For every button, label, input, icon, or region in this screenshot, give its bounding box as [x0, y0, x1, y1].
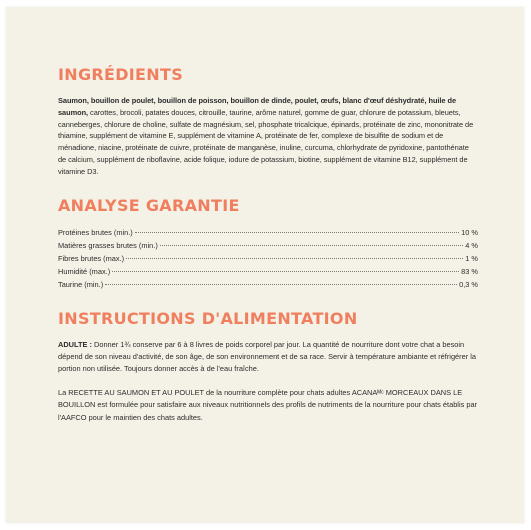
analysis-row [58, 226, 478, 239]
analysis-label: Humidité (max.) [58, 266, 111, 276]
analysis-row [58, 265, 478, 278]
adult-label: ADULTE : [58, 339, 92, 349]
analysis-row [58, 252, 478, 265]
analysis-table [58, 226, 478, 291]
analysis-label: Matières grasses brutes (min.) [58, 240, 158, 250]
ingredients-bold-text: Saumon, bouillon de poulet, bouillon de poisson, bouillon de dinde, poulet, œufs, blanc d'œuf déshydraté, huile de saumon, [58, 96, 457, 117]
dot-leader [160, 245, 463, 246]
dot-leader [105, 284, 457, 285]
content [58, 65, 478, 424]
ingredients-heading: INGRÉDIENTS [58, 65, 184, 84]
analysis-row [58, 278, 478, 291]
dot-leader [126, 258, 463, 259]
adult-text: Donner 1¾ conserve par 6 à 8 livres de poids corporel par jour. La quantité de nourriture dont votre chat a besoin dépend de son niveau d'activité, de son âge, de son environnement et de sa race. Servir à température ambiante et réfrigérer la portion non utilisée. Toujours donner accès à de l'eau fraîche. [58, 339, 477, 374]
feeding-heading: INSTRUCTIONS D'ALIMENTATION [58, 308, 358, 328]
analysis-value: 4 % [465, 240, 478, 250]
dot-leader [135, 232, 459, 233]
aafco-statement: La RECETTE AU SAUMON ET AU POULET de la nourriture complète pour chats adultes ACANAᴹᶜ MORCEAUX DANS LE BOUILLON est formulée pour satisfaire aux niveaux nutritionnels des profils de nutriments de la nourriture pour chats établis par l'AAFCO pour le maintien des chats adultes. [58, 387, 478, 422]
analysis-value: 0,3 % [459, 279, 478, 289]
feeding-instructions [58, 339, 478, 424]
analysis-value: 10 % [461, 227, 478, 237]
ingredients-text [58, 95, 478, 178]
analysis-value: 83 % [461, 266, 478, 276]
analysis-value: 1 % [465, 253, 478, 263]
analysis-row [58, 239, 478, 252]
analysis-label: Taurine (min.) [58, 279, 104, 289]
analysis-heading: ANALYSE GARANTIE [58, 195, 240, 215]
analysis-label: Fibres brutes (max.) [58, 253, 125, 263]
dot-leader [112, 271, 459, 272]
product-info-panel [6, 7, 524, 523]
analysis-label: Protéines brutes (min.) [58, 227, 133, 237]
ingredients-regular-text: carottes, brocoli, patates douces, citrouille, taurine, arôme naturel, gomme de guar, chlorure de potassium, bleuets, canneberges, chlorure de choline, sulfate de magnésium, sel, phosphate tricalcique, épinards, protéinate de zinc, mononitrate de thiamine, supplément de vitamine E, supplément de vitamine A, protéinate de fer, complexe de bisulfite de sodium et de ménadione, niacine, protéinate de cuivre, protéinate de manganèse, inuline, curcuma, chlorhydrate de pyridoxine, pantothénate de calcium, supplément de riboflavine, acide folique, iodure de potassium, biotine, supplément de vitamine B12, supplément de vitamine D3. [58, 107, 474, 176]
adult-instructions [58, 339, 478, 376]
